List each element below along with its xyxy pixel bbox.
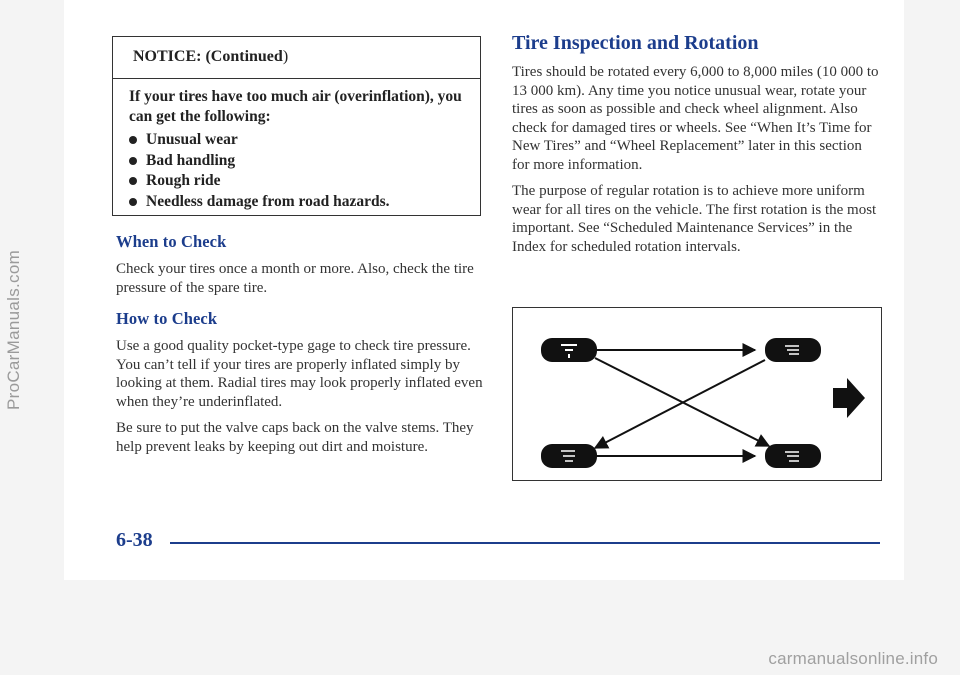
right-column bbox=[512, 32, 882, 256]
notice-title bbox=[113, 37, 480, 79]
arrow-right-icon bbox=[833, 378, 865, 418]
bullet-icon bbox=[129, 177, 137, 185]
how-to-check-body-1: Use a good quality pocket-type gage to check tire pressure. You can’t tell if your tires are properly inflated simply by looking at them. Radial tires may look properly inflated even when they’re underinflated. bbox=[116, 338, 483, 410]
list-item bbox=[129, 192, 468, 213]
tire-front-left bbox=[541, 338, 597, 362]
bottom-watermark: carmanualsonline.info bbox=[768, 649, 938, 668]
notice-box bbox=[112, 36, 481, 216]
bullet-icon bbox=[129, 198, 137, 206]
list-item-text: Bad handling bbox=[146, 151, 236, 169]
rotation-diagram-svg bbox=[513, 308, 880, 479]
notice-body bbox=[113, 79, 480, 212]
notice-title-text: NOTICE: (Continued bbox=[133, 48, 283, 65]
list-item-text: Rough ride bbox=[146, 172, 221, 189]
page-number: 6-38 bbox=[116, 529, 153, 551]
notice-title-paren: ) bbox=[282, 48, 289, 65]
bullet-icon bbox=[129, 157, 137, 165]
how-to-check-heading: How to Check bbox=[116, 309, 218, 328]
list-item bbox=[129, 130, 468, 151]
side-watermark: ProCarManuals.com bbox=[4, 249, 23, 411]
rotation-diagram bbox=[512, 307, 882, 481]
tire-front-right bbox=[765, 338, 821, 362]
footer-rule bbox=[170, 542, 880, 544]
diagonal-arrow-up bbox=[595, 360, 765, 448]
notice-list bbox=[129, 130, 468, 212]
how-to-check-body-2: Be sure to put the valve caps back on the valve stems. They help prevent leaks by keeping out dirt and moisture. bbox=[116, 420, 474, 455]
tire-rear-left bbox=[541, 444, 597, 468]
rotation-body-1: Tires should be rotated every 6,000 to 8,000 miles (10 000 to 13 000 km). Any time you notice unusual wear, rotate your tires as soon as possible and check wheel alignment. Also check for damaged tires or wheels. See “When It’s Time for New Tires” and “Wheel Replacement” later in this section for more information. bbox=[512, 64, 879, 173]
when-to-check-body: Check your tires once a month or more. Also, check the tire pressure of the spare tire. bbox=[116, 261, 474, 296]
rotation-body-2: The purpose of regular rotation is to achieve more uniform wear for all tires on the vehicle. The first rotation is the most important. See “Scheduled Maintenance Services” in the Index for scheduled rotation intervals. bbox=[512, 183, 877, 255]
bullet-icon bbox=[129, 136, 137, 144]
rotation-heading: Tire Inspection and Rotation bbox=[512, 32, 759, 54]
when-to-check-heading: When to Check bbox=[116, 232, 227, 251]
left-column bbox=[116, 232, 484, 456]
list-item-text: Needless damage from road hazards. bbox=[146, 192, 390, 210]
tire-rear-right bbox=[765, 444, 821, 468]
list-item bbox=[129, 171, 468, 192]
list-item-text: Unusual wear bbox=[146, 131, 238, 148]
list-item bbox=[129, 151, 468, 172]
notice-intro: If your tires have too much air (overinflation), you can get the following: bbox=[129, 88, 462, 125]
